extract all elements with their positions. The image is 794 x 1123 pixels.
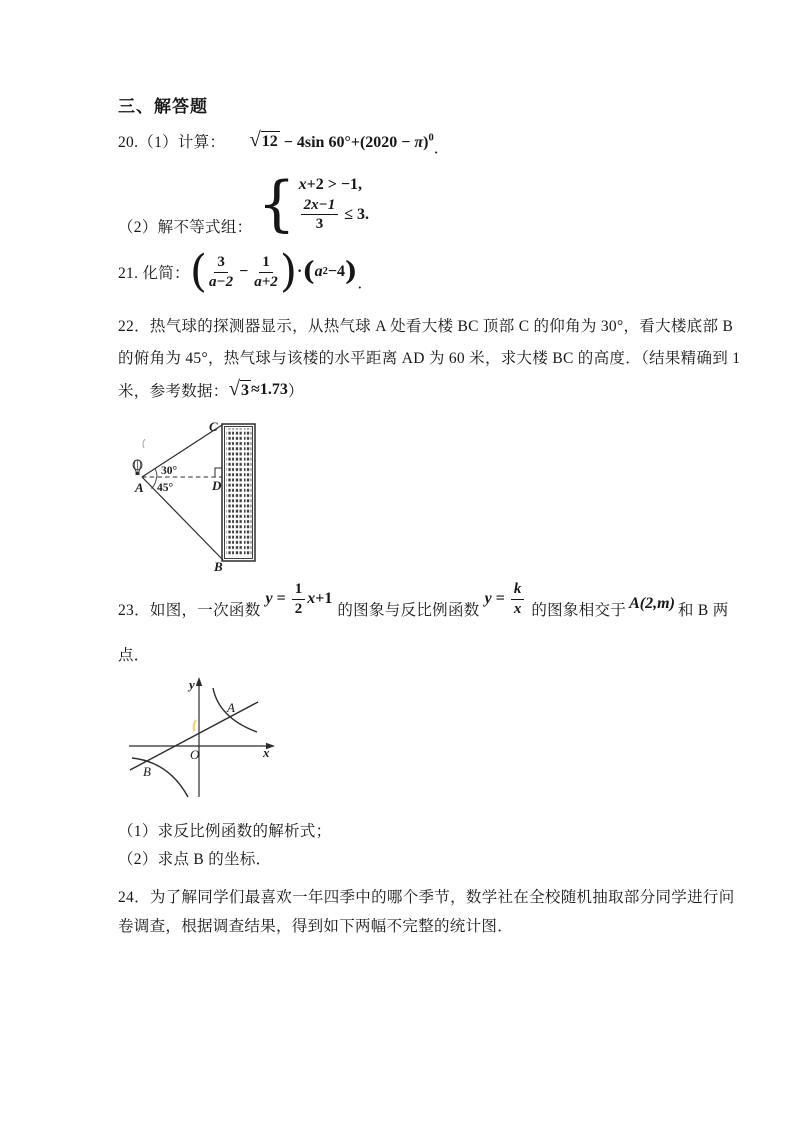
axis-label-y: y bbox=[189, 677, 195, 692]
q23-subquestion-1: （1）求反比例函数的解析式； bbox=[118, 823, 332, 840]
line-AB bbox=[142, 477, 223, 560]
q23-mid: 的图象与反比例函数 bbox=[337, 602, 480, 619]
point-label-A: A bbox=[227, 700, 235, 715]
q21-prefix: 21. 化简： bbox=[118, 265, 190, 282]
scan-artifact-arc bbox=[143, 439, 145, 448]
fraction-k-over-x: $\frac{k}{x}$ bbox=[511, 581, 525, 616]
point-label-A: A bbox=[135, 480, 144, 495]
q20-part1-line bbox=[118, 121, 450, 161]
linear-function-formula: y = $\frac{1}{2}$ x +1 bbox=[265, 581, 333, 617]
window-column bbox=[244, 429, 251, 557]
system-brace: { bbox=[257, 169, 296, 239]
angle-arc-30 bbox=[155, 469, 157, 478]
inverse-function-formula: y = $\frac{k}{x}$ bbox=[485, 581, 527, 616]
inequality-1: x +2 > −1, bbox=[298, 175, 362, 193]
q23-line1 bbox=[118, 581, 729, 633]
q20-part1-period: ． bbox=[433, 140, 450, 157]
q20-part1-formula: √ 12 − 4sin $60^\circ+(2020 - \pi)^0$ bbox=[249, 127, 434, 151]
origin-label: O bbox=[190, 747, 200, 762]
figure-balloon-building bbox=[128, 415, 273, 577]
fraction-2x-1-over-3: $\frac{2x-1}{3}$ bbox=[301, 197, 339, 232]
big-close-paren: ) bbox=[279, 246, 297, 297]
point-label-C: C bbox=[209, 419, 218, 434]
window-column bbox=[227, 429, 234, 557]
q22-approx-value: ≈1.73 bbox=[251, 381, 288, 398]
right-angle-mark bbox=[215, 468, 222, 477]
q21-line bbox=[118, 248, 373, 296]
point-label-D: D bbox=[212, 478, 222, 493]
point-A-coordinates: A(2,m) bbox=[629, 595, 675, 612]
q24-paragraph bbox=[118, 881, 735, 939]
sqrt-12: √ 12 bbox=[249, 127, 278, 151]
angle-label-45: 45° bbox=[157, 482, 174, 494]
y-axis-arrow bbox=[196, 677, 202, 686]
med-open-paren: ( bbox=[302, 257, 315, 287]
q21-period: ． bbox=[357, 275, 374, 292]
balloon-icon bbox=[133, 460, 142, 475]
point-label-B: B bbox=[143, 764, 151, 779]
building bbox=[222, 424, 255, 561]
inequality-2: $\frac{2x-1}{3}$ ≤ 3. bbox=[299, 197, 369, 232]
q22-line1: 22．热气球的探测器显示，从热气球 A 处看大楼 BC 顶部 C 的仰角为 30°，看大楼底部 B bbox=[118, 318, 734, 335]
angle-label-30: 30° bbox=[161, 465, 178, 477]
q24-line2: 卷调查，根据调查结果，得到如下两幅不完整的统计图． bbox=[118, 917, 514, 935]
q20-part2-prefix: （2）解不等式组： bbox=[118, 219, 253, 236]
q23-line2: 点． bbox=[118, 647, 150, 664]
q20-part2-line bbox=[118, 165, 369, 243]
figure-graph-q23 bbox=[128, 676, 278, 804]
axis-label-x: x bbox=[263, 745, 270, 760]
med-close-paren: ) bbox=[345, 257, 358, 287]
inequality-system bbox=[299, 165, 369, 243]
yellow-scan-artifact bbox=[194, 720, 196, 731]
q23-prefix: 23．如图，一次函数 bbox=[118, 602, 261, 619]
section-heading: 三、解答题 bbox=[118, 97, 208, 116]
q24-line1: 24．为了解同学们最喜欢一年四季中的哪个季节，数学社在全校随机抽取部分同学进行问 bbox=[118, 888, 735, 906]
window-column bbox=[235, 429, 242, 557]
q21-formula: ( $\frac{3}{a-2}$ − $\frac{1}{a+2}$ ) · ( a 2 −4 ) bbox=[189, 246, 358, 297]
q22-paragraph bbox=[118, 309, 740, 407]
q23-mid2: 的图象相交于 bbox=[531, 602, 627, 619]
big-open-paren: ( bbox=[189, 246, 208, 297]
fraction-3-over-a-2: $\frac{3}{a-2}$ bbox=[209, 254, 234, 290]
q23-tail: 和 B 两 bbox=[677, 602, 729, 619]
fraction-1-over-2: $\frac{1}{2}$ bbox=[292, 581, 306, 616]
q22-line3: 米，参考数据： √ 3 ≈1.73 ） bbox=[118, 377, 304, 401]
fraction-1-over-a-plus-2: $\frac{1}{a+2}$ bbox=[254, 254, 278, 290]
q20-part1-prefix: 20.（1）计算： bbox=[118, 134, 226, 151]
q22-line2: 的俯角为 45°，热气球与该楼的水平距离 AD 为 60 米，求大楼 BC 的高度．（结果精确到 1 bbox=[118, 350, 741, 367]
point-label-B: B bbox=[214, 559, 223, 574]
sqrt-3: √ 3 bbox=[228, 377, 250, 401]
q23-subquestion-2: （2）求点 B 的坐标． bbox=[118, 851, 272, 868]
hyperbola-branch-q1 bbox=[213, 688, 257, 732]
